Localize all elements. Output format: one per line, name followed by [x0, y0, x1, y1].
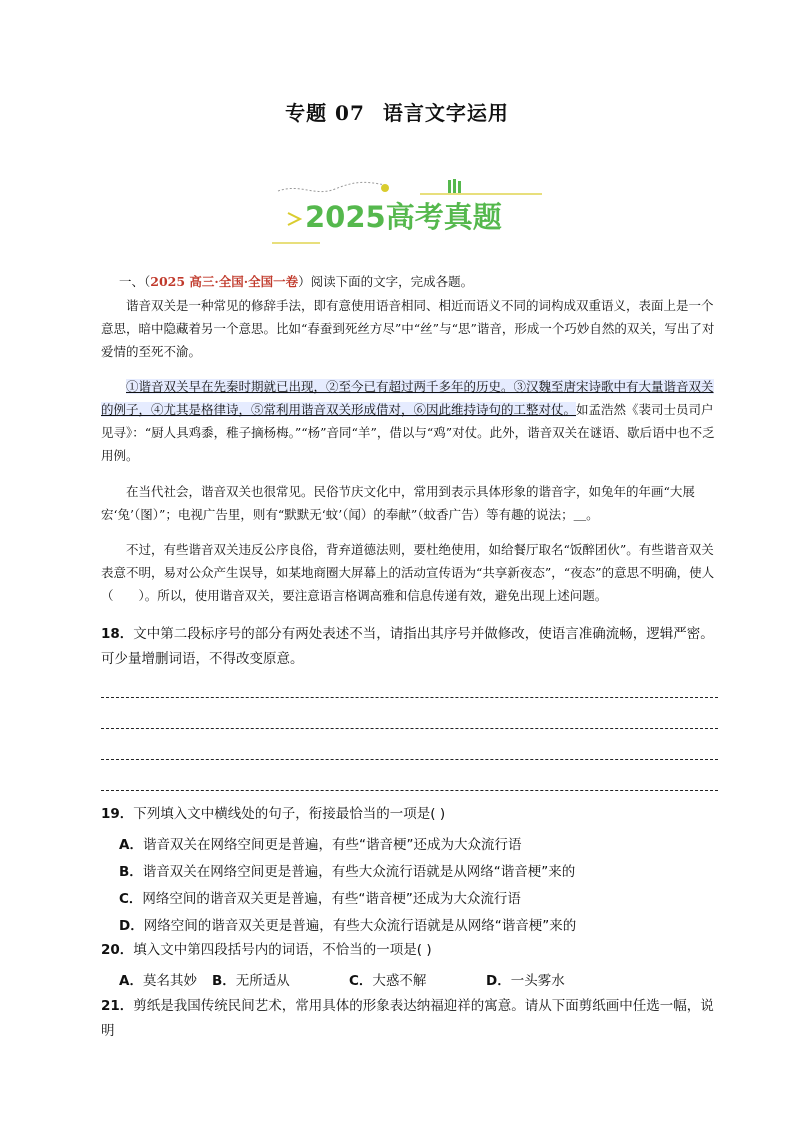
option-d[interactable]: D．网络空间的谐音双关更是普遍，有些大众流行语就是从网络“谐音梗”来的 — [119, 918, 577, 934]
answer-line[interactable] — [101, 697, 718, 698]
option-b[interactable]: B．无所适从 — [212, 973, 290, 989]
passage-paragraph-3: 在当代社会，谐音双关也很常见。民俗节庆文化中，常用到表示具体形象的谐音字，如兔年的年画“大展宏‘兔’（图）”；电视广告里，则有“默默无‘蚊’（闻）的奉献”（蚊香广告）等有趣的说法；＿。 — [101, 484, 695, 522]
answer-line[interactable] — [101, 728, 718, 729]
option-a[interactable]: A．谐音双关在网络空间更是普遍，有些“谐音梗”还成为大众流行语 — [119, 837, 522, 853]
answer-line[interactable] — [101, 790, 718, 791]
question-21: 21．剪纸是我国传统民间艺术，常用具体的形象表达纳福迎祥的寓意。请从下面剪纸画中任选一幅，说明 — [101, 998, 714, 1039]
numbered-sentences: ①谐音双关早在先秦时期就已出现，②至今已有超过两千多年的历史。③汉魏至唐宋诗歌中有大量谐音双关的例子，④尤其是格律诗，⑤常利用谐音双关形成借对，⑥因此维持诗句的工整对仗。 — [101, 379, 714, 417]
question-20: 20．填入文中第四段括号内的词语，不恰当的一项是( ) — [101, 942, 432, 958]
passage-paragraph-4: 不过，有些谐音双关违反公序良俗，背弃道德法则，要杜绝使用，如给餐厅取名“饭醉团伙”。有些谐音双关表意不明，易对公众产生误导，如某地商圈大屏幕上的活动宣传语为“共享新夜态”，“夜态”的意思不明确，使人（ ）。所以，使用谐音双关，要注意语言格调高雅和信息传递有效，避免出现上述问题。 — [101, 542, 715, 603]
option-d[interactable]: D．一头雾水 — [486, 973, 565, 989]
option-c[interactable]: C．网络空间的谐音双关更是普遍，有些“谐音梗”还成为大众流行语 — [119, 891, 521, 907]
passage-paragraph-2: ①谐音双关早在先秦时期就已出现，②至今已有超过两千多年的历史。③汉魏至唐宋诗歌中有大量谐音双关的例子，④尤其是格律诗，⑤常利用谐音双关形成借对，⑥因此维持诗句的工整对仗。如孟浩然《裴司士员司户见寻》：“厨人具鸡黍，稚子摘杨梅。”“杨”音同“羊”，借以与“鸡”对仗。此外，谐音双关在谜语、歇后语中也不乏用例。 — [101, 379, 715, 463]
question-source: 2025 高三·全国·全国一卷 — [150, 274, 299, 289]
title-topic-number: 专题 07 — [285, 101, 365, 125]
question-intro: 一、（2025 高三·全国·全国一卷）阅读下面的文字，完成各题。 — [119, 274, 474, 289]
option-b[interactable]: B．谐音双关在网络空间更是普遍，有些大众流行语就是从网络“谐音梗”来的 — [119, 864, 576, 880]
banner-title: 2025高考真题 — [305, 200, 502, 234]
title-topic-name: 语言文字运用 — [382, 101, 509, 125]
question-19: 19．下列填入文中横线处的句子，衔接最恰当的一项是( ) — [101, 806, 446, 822]
option-a[interactable]: A．莫名其妙 — [119, 973, 197, 989]
page-title — [0, 97, 794, 126]
question-18: 18．文中第二段标序号的部分有两处表述不当，请指出其序号并做修改，使语言准确流畅，逻辑严密。可少量增删词语，不得改变原意。 — [101, 626, 714, 667]
passage-paragraph-1: 谐音双关是一种常见的修辞手法，即有意使用语音相同、相近而语义不同的词构成双重语义，表面上是一个意思，暗中隐藏着另一个意思。比如“春蚕到死丝方尽”中“丝”与“思”谐音，形成一个巧妙自然的双关，写出了对爱情的至死不渝。 — [101, 298, 715, 359]
answer-line[interactable] — [101, 759, 718, 760]
option-c[interactable]: C．大惑不解 — [349, 973, 427, 989]
